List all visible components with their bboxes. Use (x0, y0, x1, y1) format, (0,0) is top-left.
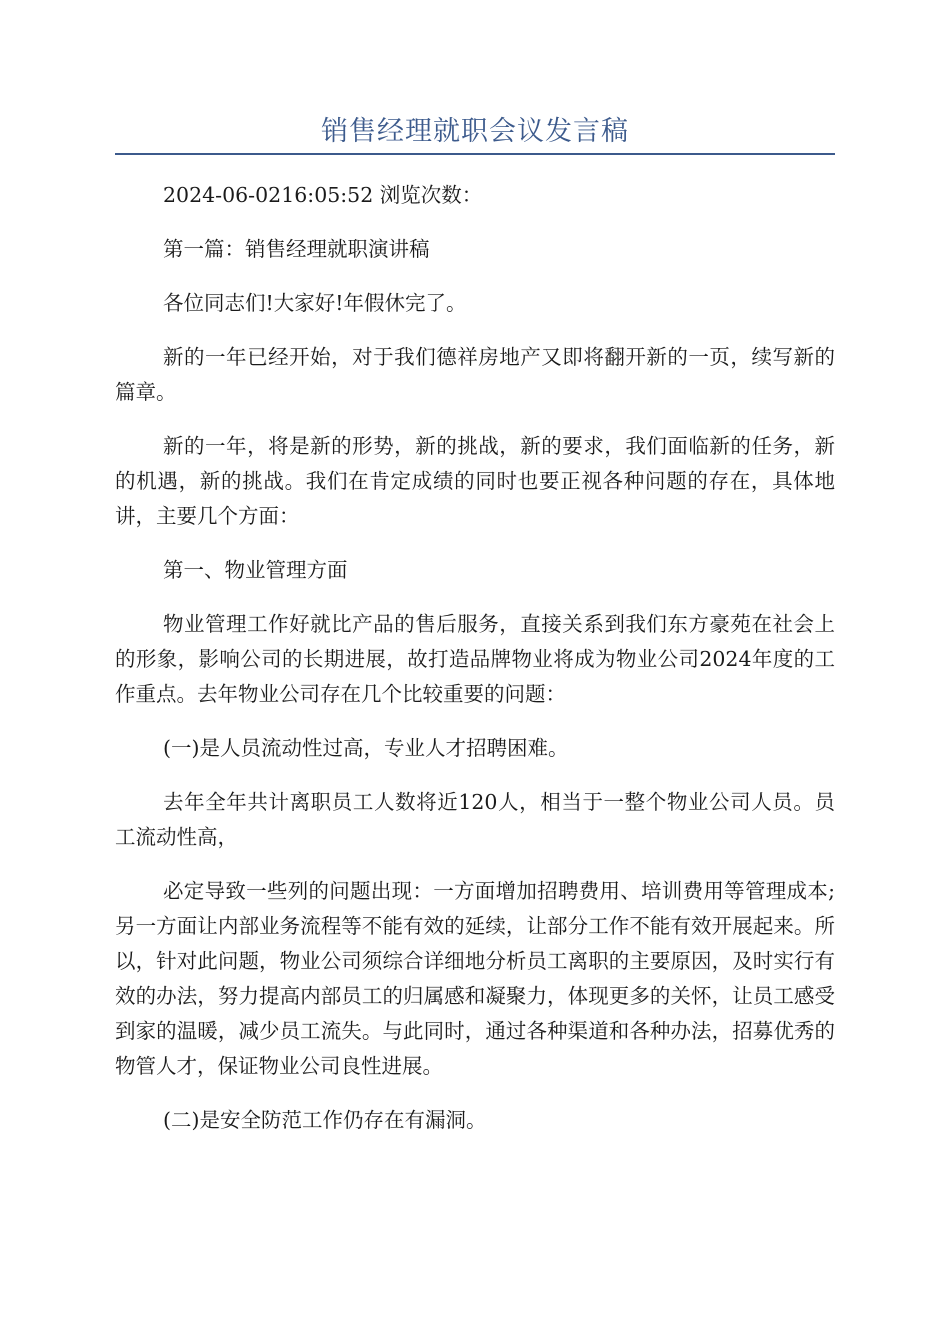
document-body (115, 178, 835, 1157)
paragraph: 新的一年已经开始，对于我们德祥房地产又即将翻开新的一页，续写新的篇章。 (115, 345, 835, 404)
paragraph: 去年全年共计离职员工人数将近120人，相当于一整个物业公司人员。员工流动性高， (115, 790, 835, 849)
paragraph-section-heading: 第一篇：销售经理就职演讲稿 (163, 237, 430, 261)
paragraph-subheading: 第一、物业管理方面 (163, 558, 348, 582)
paragraph-date-views: 2024-06-0216:05:52 浏览次数： (163, 183, 483, 207)
paragraph: 新的一年，将是新的形势，新的挑战，新的要求，我们面临新的任务，新的机遇，新的挑战。我们在肯定成绩的同时也要正视各种问题的存在，具体地讲，主要几个方面： (115, 434, 835, 528)
paragraph-greeting: 各位同志们!大家好!年假休完了。 (163, 291, 467, 315)
paragraph-point-1: (一)是人员流动性过高，专业人才招聘困难。 (163, 736, 569, 760)
title-underline (115, 153, 835, 155)
document-title: 销售经理就职会议发言稿 (321, 116, 629, 147)
paragraph-point-2: (二)是安全防范工作仍存在有漏洞。 (163, 1108, 487, 1132)
paragraph: 必定导致一些列的问题出现：一方面增加招聘费用、培训费用等管理成本;另一方面让内部业务流程等不能有效的延续，让部分工作不能有效开展起来。所以，针对此问题，物业公司须综合详细地分析员工离职的主要原因，及时实行有效的办法，努力提高内部员工的归属感和凝聚力，体现更多的关怀，让员工感受到家的温暖，减少员工流失。与此同时，通过各种渠道和各种办法，招募优秀的物管人才，保证物业公司良性进展。 (115, 879, 835, 1078)
paragraph: 物业管理工作好就比产品的售后服务，直接关系到我们东方豪苑在社会上的形象，影响公司的长期进展，故打造品牌物业将成为物业公司2024年度的工作重点。去年物业公司存在几个比较重要的问题： (115, 612, 835, 706)
